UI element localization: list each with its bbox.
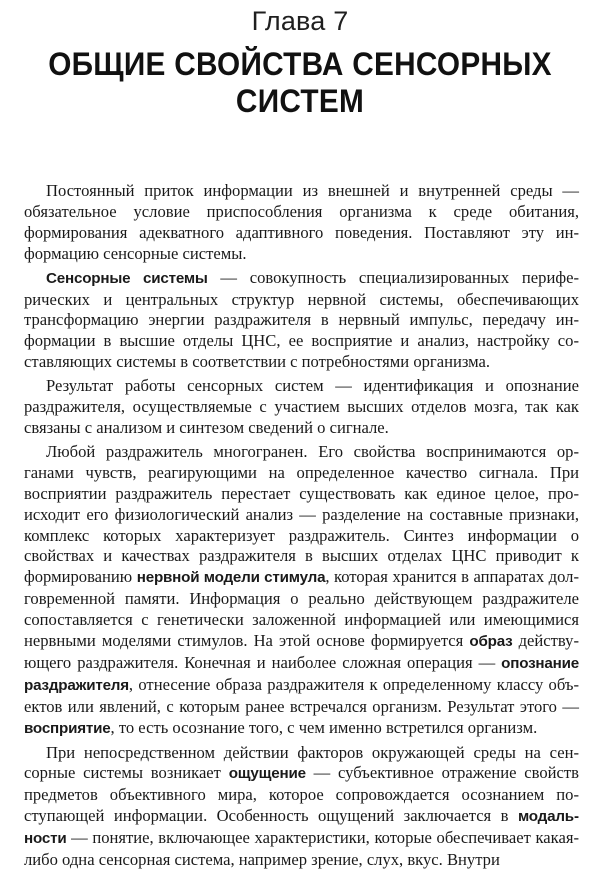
text-run: — совокупность специализированных периферических и центральных структур нервной системы, обеспечивающих трансформацию энергии раздражителя в нервный импульс, передачу информации в высшие отделы ЦНС, ее восприятие и анализ, настройку составляющих системы в соответствии с потребностями организма. <box>24 267 579 372</box>
body-text <box>24 181 579 874</box>
text-run: — понятие, включающее характеристики, которые обеспечивает какая-либо одна сенсорная система, например зрение, слух, вкус. Внутри <box>24 828 579 870</box>
text-run: Постоянный приток информации из внешней и внутренней среды — обязательное условие приспособления организма к среде обитания, формирования адекватного адаптивного поведения. Поставляют эту информацию сенсорные системы. <box>24 181 579 263</box>
paragraph <box>24 268 579 374</box>
text-run: , отнесение образа раздражителя к определенному классу объектов или явлений, с которым ранее встречался организм. Результат этого — <box>24 674 579 716</box>
term: модальности <box>24 808 579 848</box>
text-run: Любой раздражитель многогранен. Его свойства воспринимаются органами чувств, реагирующими на определенное качество сигнала. При восприятии раздражитель перестает существовать как единое целое, происходит его физиологический анализ — разделение на составные признаки, комплекс которых характеризует раздражитель. Синтез информации о свойствах и качествах раздражителя в высших отделах ЦНС приводит к формированию <box>24 441 579 587</box>
text-run: При непосредственном действии факторов окружающей среды на сенсорные системы возникает <box>24 742 579 783</box>
paragraph <box>24 743 579 871</box>
text-run: , то есть осознание того, с чем именно встретился организм. <box>110 717 538 737</box>
text-run: Результат работы сенсорных систем — идентификация и опознание раздражителя, осуществляемые с участием высших отделов мозга, так как связаны с анализом и синтезом сведений о сигнале. <box>24 376 579 437</box>
text-run: — субъективное отражение свойств предметов объективного мира, которое сопровождается осознанием поступающей информации. Особенность ощущений заключается в <box>24 763 579 826</box>
chapter-title: ОБЩИЕ СВОЙСТВА СЕНСОРНЫХ СИСТЕМ <box>48 46 552 119</box>
term: ощущение <box>228 765 306 783</box>
term: образ <box>469 633 513 651</box>
text-run: , которая хранится в аппаратах долговременной памяти. Информация о реально действующем раздражителе сопоставляется с генетически заложенной информацией или имеющимися нервными моделями стимулов. На этой основе формируется <box>24 567 579 651</box>
chapter-number: Глава 7 <box>251 6 349 36</box>
term: опознание раздражителя <box>24 654 579 694</box>
paragraph <box>24 442 579 740</box>
term: нервной модели стимула <box>136 569 326 587</box>
paragraph <box>24 376 579 439</box>
paragraph <box>24 181 579 265</box>
text-run: действующего раздражителя. Конечная и наиболее сложная операция — <box>24 631 579 672</box>
term: восприятие <box>24 719 111 737</box>
term: Сенсорные системы <box>46 269 208 287</box>
